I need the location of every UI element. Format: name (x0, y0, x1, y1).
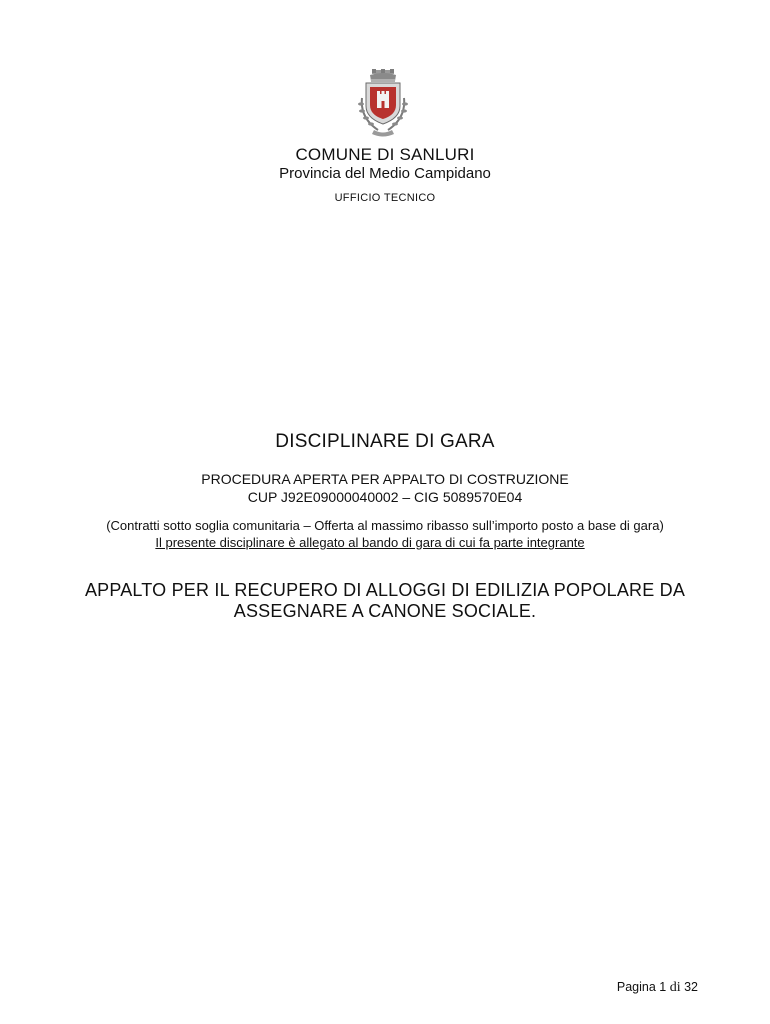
page-of: di (669, 980, 681, 995)
municipal-coat-of-arms-icon (352, 68, 414, 140)
organization-name: COMUNE DI SANLURI (295, 145, 475, 164)
page-label: Pagina 1 (616, 980, 667, 994)
contract-note: (Contratti sotto soglia comunitaria – Offerta al massimo ribasso sull’importo posto a base di gara) (106, 518, 664, 533)
project-title-line-2: ASSEGNARE A CANONE SOCIALE. (233, 601, 537, 621)
page-total: 32 (684, 980, 698, 994)
page-number (617, 980, 698, 996)
document-title: DISCIPLINARE DI GARA (275, 431, 495, 452)
procurement-codes: CUP J92E09000040002 – CIG 5089570E04 (247, 489, 523, 505)
organization-office: UFFICIO TECNICO (334, 192, 436, 204)
project-title-line-1: APPALTO PER IL RECUPERO DI ALLOGGI DI EDILIZIA POPOLARE DA (84, 580, 686, 600)
attachment-note: Il presente disciplinare è allegato al bando di gara di cui fa parte integrante (155, 535, 585, 550)
procedure-type: PROCEDURA APERTA PER APPALTO DI COSTRUZIONE (201, 471, 569, 487)
organization-province: Provincia del Medio Campidano (279, 165, 491, 182)
